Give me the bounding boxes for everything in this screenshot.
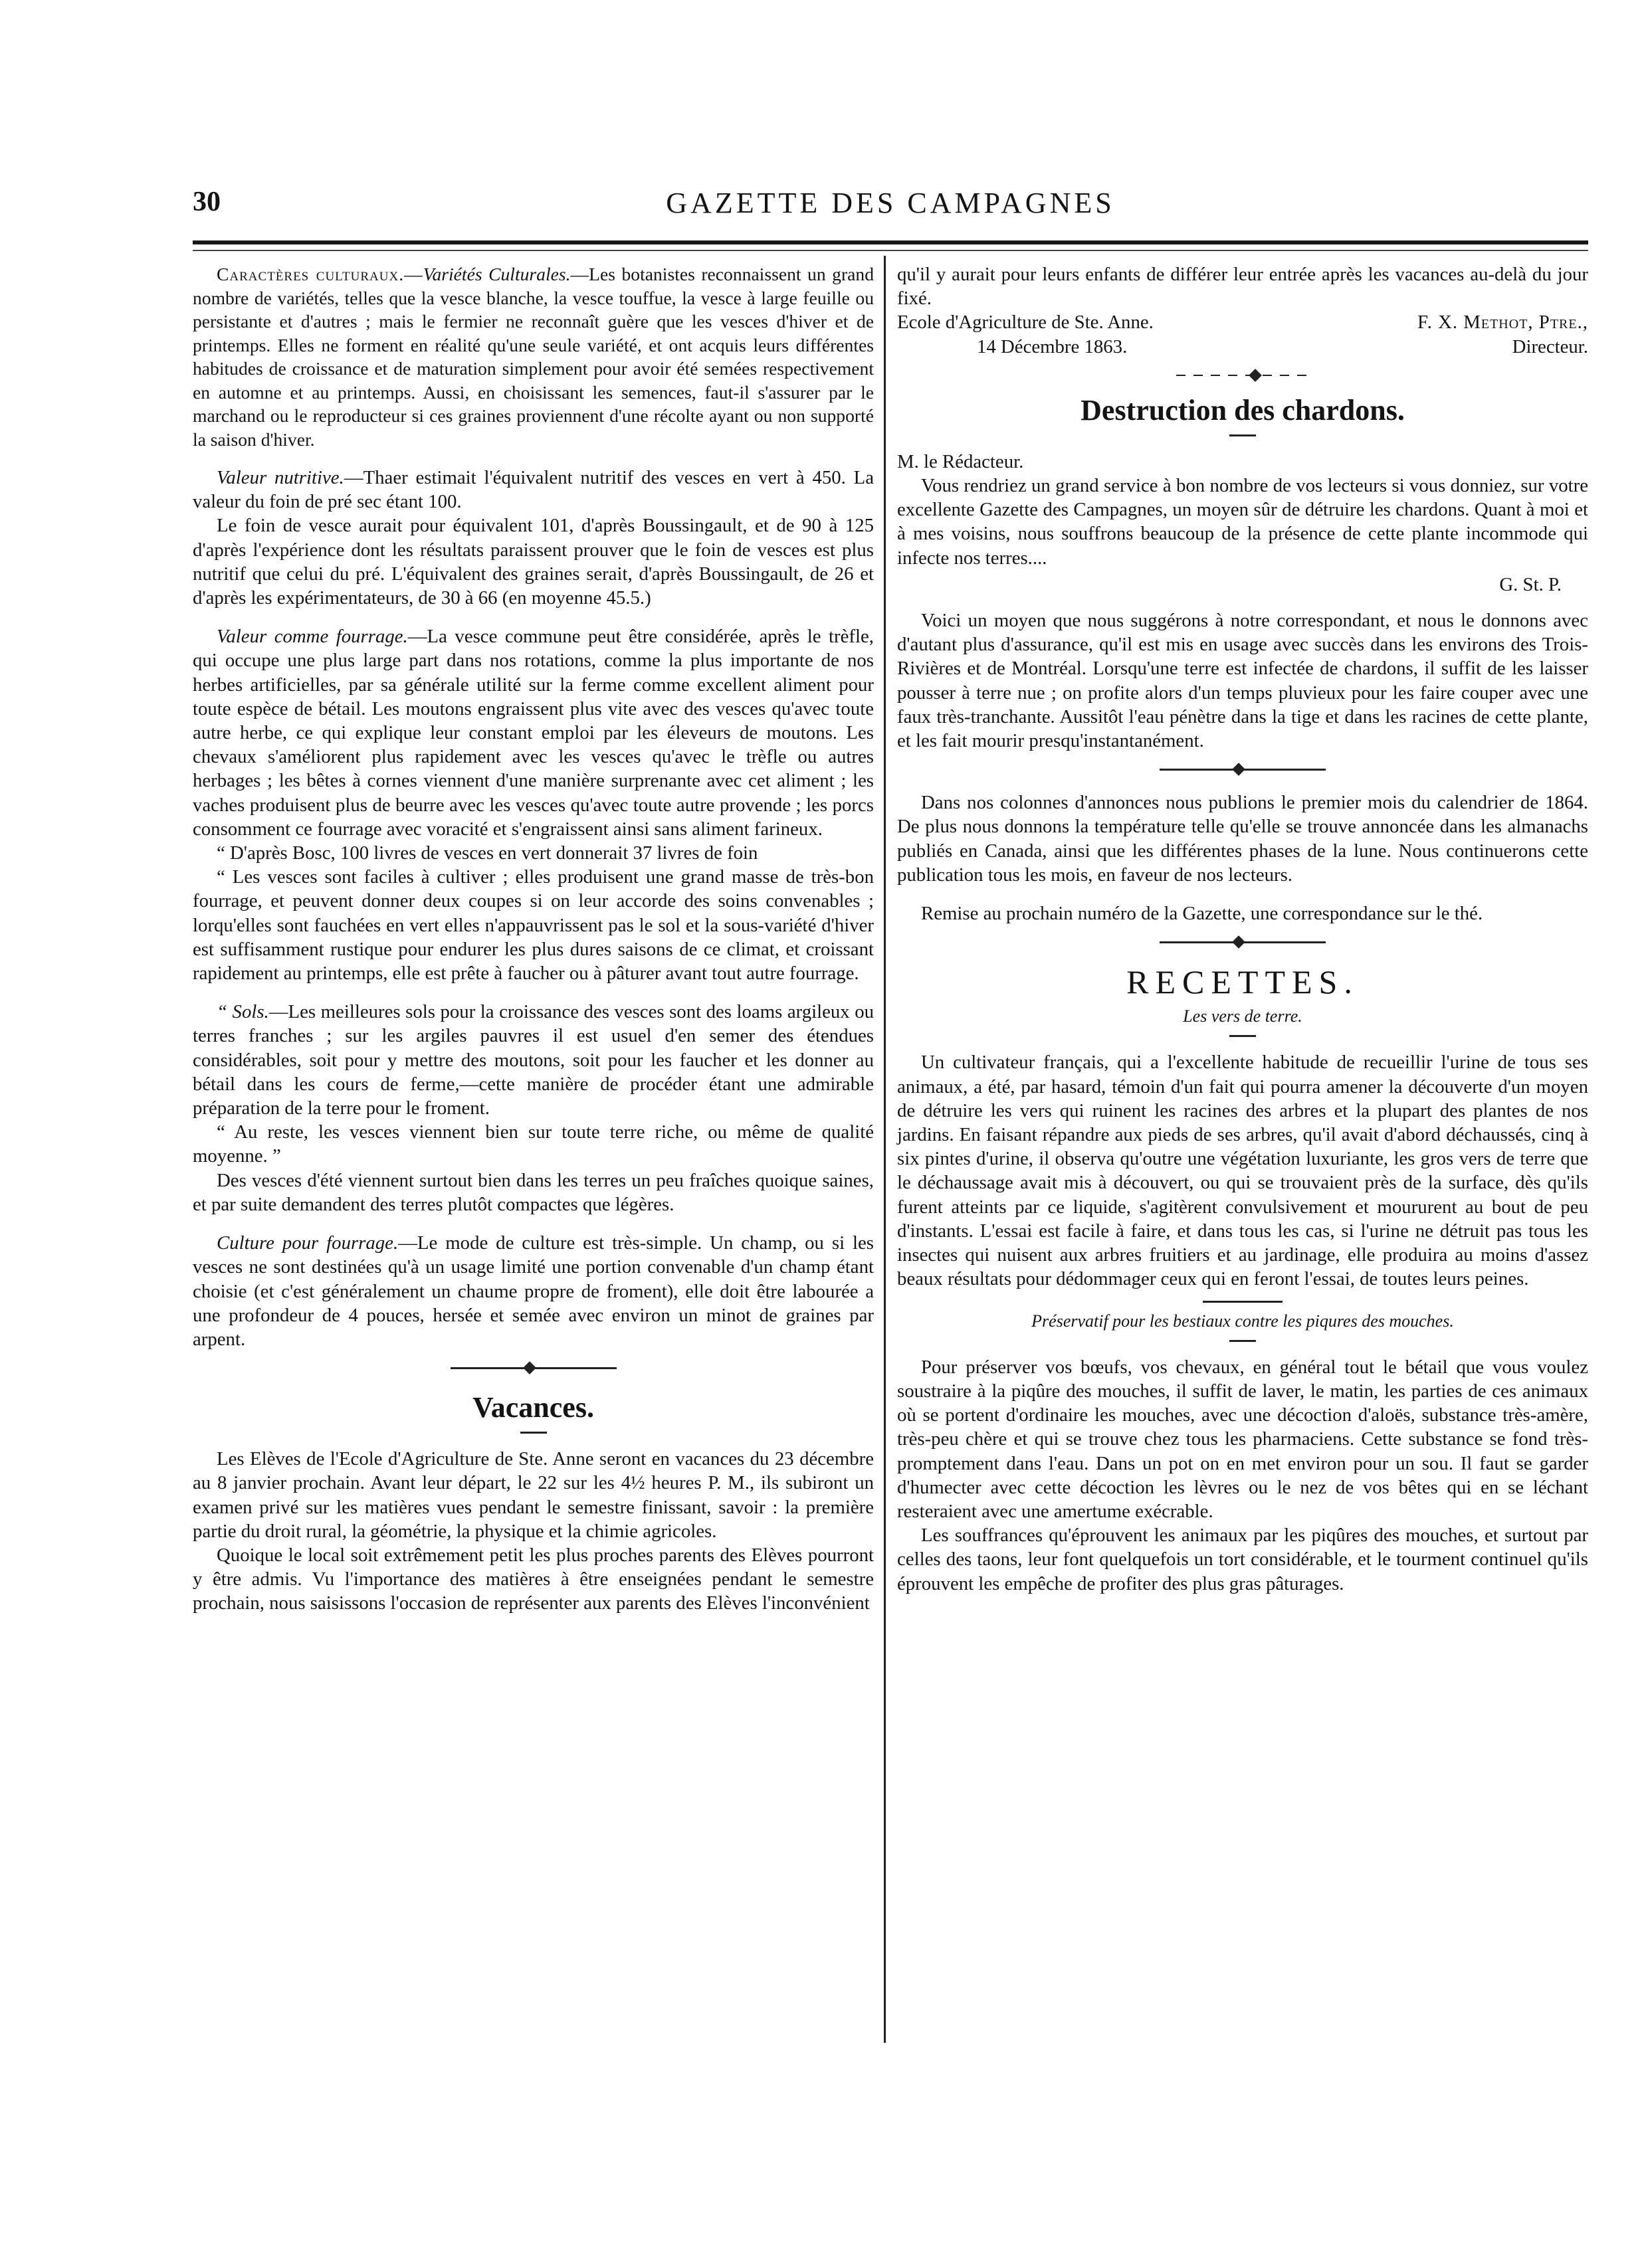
chardons-title: Destruction des chardons. xyxy=(1081,393,1405,426)
vers-title: Les vers de terre. xyxy=(1183,1006,1302,1026)
section-head: Valeur comme fourrage. xyxy=(217,626,408,648)
paragraph-varietes xyxy=(193,262,874,451)
title-rule xyxy=(1229,1035,1256,1037)
recettes-title: RECETTES. xyxy=(1126,963,1359,1001)
column-divider xyxy=(884,256,886,2043)
paragraph-remis: Remise au prochain numéro de la Gazette, une correspondance sur le thé. xyxy=(921,903,1483,925)
paragraph-vesces-ete: Des vesces d'été viennent surtout bien dans les terres un peu fraîches quoique saines, et par suite demandent des terres plutôt compactes que légères. xyxy=(193,1169,874,1215)
paragraph-chardons-letter: Vous rendriez un grand service à bon nombre de vos lecteurs si vous donniez, sur votre excellente Gazette des Campagnes, un moyen sûr de détruire les chardons. Quant à moi et à mes voisins, nous souffrons beaucoup de la présence de cette plante incommode qui infecte nos terres.... xyxy=(897,475,1588,569)
paragraph-annonces: Dans nos colonnes d'annonces nous publions le premier mois du calendrier de 1864. De plus nous donnons la température telle qu'elle se trouve annoncée dans les almanachs publiés en Canada, ainsi que les différentes phases de la lune. Nous continuerons cette publication tous les mois, en faveur de nos lecteurs. xyxy=(897,792,1588,886)
section-head: Caractères culturaux.— xyxy=(217,264,423,284)
page-header xyxy=(193,186,1588,226)
paragraph-text: —Les meilleures sols pour la croissance des vesces sont des loams argileux ou terres franches ; sur les argiles pauvres il est usuel d'en semer des étendues considérables, soit pour y mettre des moutons, soit pour les faucher et les donner au bétail dans les cours de ferme,—cette manière de procéder étant une admirable préparation de la terre pour le froment. xyxy=(193,1001,875,1119)
signer-name: F. X. Methot, Ptre., xyxy=(1417,312,1588,333)
title-rule xyxy=(520,1432,547,1434)
section-ornament xyxy=(1160,769,1326,771)
vacances-title: Vacances. xyxy=(472,1391,594,1424)
paragraph-vacances-2: Quoique le local soit extrêmement petit les plus proches parents des Elèves pourront y être admis. Vu l'importance des matières à être enseignées pendant le semestre prochain, nous saisissons l'occasion de représenter aux parents des Elèves l'inconvénient xyxy=(193,1544,874,1614)
paragraph-text: —Les botanistes reconnaissent un grand nombre de variétés, telles que la vesce blanche, la vesce touffue, la vesce à large feuille ou persistante et d'autres ; mais le fermier ne reconnaît guère que les vesces d'hiver et de printemps. Elles ne forment en réalité qu'une seule variété, et ont acquis leurs différentes habitudes de croissance et de maturation simplement pour avoir été semées respectivement en automne et au printemps. Aussi, en choisissant les semences, faut-il s'assurer par le marchand ou le reproducteur si ces graines proviennent d'une récolte ayant ou non supporté la saison d'hiver. xyxy=(193,264,874,450)
paragraph-vers: Un cultivateur français, qui a l'excellente habitude de recueillir l'urine de tous ses animaux, a été, par hasard, témoin d'un fait qui pourra amener la découverte d'un moyen de détruire les vers qui ruinent les racines des arbres et la plupart des plantes de nos jardins. En faisant répandre aux pieds de ses arbres, qu'il avait d'abord déchaussés, cinq à six pintes d'urine, il observa qu'outre une végétation luxuriante, les gros vers de terre que le déchaussage avait mis à découvert, ou qui se trouvaient près de la surface, dès qu'ils furent atteints par ce liquide, s'agitèrent convulsivement et moururent au bout de peu d'instants. L'essai est facile à faire, et dans tous les cas, si l'urine ne détruit pas tous les insectes qui nuisent aux arbres fruitiers et au jardinage, elle produira au moins d'assez beaux résultats pour dédommager ceux qui en feront l'essai, de toutes leurs peines. xyxy=(897,1052,1588,1290)
section-head: “ Sols. xyxy=(217,1001,269,1023)
letter-date: 14 Décembre 1863. xyxy=(977,335,1128,357)
paragraph-bosc: “ D'après Bosc, 100 livres de vesces en vert donnerait 37 livres de foin xyxy=(217,842,758,864)
paragraph-continuation: qu'il y aurait pour leurs enfants de différer leur entrée après les vacances au-delà du jour fixé. xyxy=(897,264,1588,310)
paragraph-text: —La vesce commune peut être considérée, après le trèfle, qui occupe une plus large part dans nos rotations, comme la plus importante de nos herbes artificielles, par sa générale utilité sur la ferme comme excellent aliment pour toute espèce de bétail. Les moutons engraissent plus vite avec des vesces qu'avec toute autre herbe, ce qui explique leur constant emploi par les éleveurs de moutons. Les chevaux s'améliorent plus rapidement avec les vesces qu'avec le trèfle ou autres herbages ; les bêtes à cornes viennent d'une manière surprenante avec cet aliment ; les vaches produisent plus de beurre avec les vesces qu'avec toute autre provende ; les porcs consomment ce fourrage avec voracité et s'engraissent ainsi sans aliment farineux. xyxy=(193,626,874,840)
paragraph-text: —Thaer estimait l'équivalent nutritif des vesces en vert à 450. La valeur du foin de pré sec étant 100. xyxy=(193,467,875,513)
title-rule xyxy=(1229,1340,1256,1342)
journal-title: GAZETTE DES CAMPAGNES xyxy=(666,187,1115,219)
paragraph-quote-culture: “ Les vesces sont faciles à cultiver ; elles produisent une grand masse de très-bon fourrage, et peuvent donner deux coupes si on leur accorde des soins convenables ; lorqu'elles sont fauchées en vert elles n'appauvrissent pas le sol et la sous-variété d'hiver est suffisamment rustique pour endurer les plus dures saisons de ce climat, et croissant rapidement au printemps, elle est prête à faucher ou à pâturer avant tout autre fourrage. xyxy=(193,866,874,985)
paragraph-valeur-nutritive xyxy=(193,466,874,514)
salutation: M. le Rédacteur. xyxy=(897,450,1024,472)
section-rule xyxy=(1203,1301,1283,1303)
school-signature xyxy=(897,310,1588,334)
header-rule xyxy=(193,240,1588,244)
paragraph-culture-fourrage xyxy=(193,1231,874,1351)
paragraph-text: —Le mode de culture est très-simple. Un champ, ou si les vesces ne sont destinées qu'à un usage limité une portion convenable d'un champ étant choisie (et c'est généralement un chaume propre de froment), elle doit être labourée a une profondeur de 4 pouces, hersée et semée avec environ un minot de graines par arpent. xyxy=(193,1232,874,1350)
signer-role: Directeur. xyxy=(1512,335,1588,357)
paragraph-souffrances: Les souffrances qu'éprouvent les animaux par les piqûres des mouches, et surtout par celles des taons, leur font quelquefois un tort considérable, et le tourment continuel qu'ils éprouvent les empêche de profiter des plus gras pâturages. xyxy=(897,1525,1588,1594)
title-rule xyxy=(1229,434,1256,436)
section-head: Culture pour fourrage. xyxy=(217,1232,399,1254)
page-number: 30 xyxy=(193,187,221,217)
school-name: Ecole d'Agriculture de Ste. Anne. xyxy=(897,312,1154,333)
preservatif-title: Préservatif pour les bestiaux contre les piqures des mouches. xyxy=(1031,1311,1454,1331)
paragraph-chardons-response: Voici un moyen que nous suggérons à notre correspondant, et nous le donnons avec d'autant plus d'assurance, qu'il est mis en usage avec succès dans les environs des Trois-Rivières et de Montréal. Lorsqu'une terre est infectée de chardons, il suffit de les laisser pousser à terre nue ; on profite alors d'un temps pluvieux pour les faire couper avec une faux très-tranchante. Aussitôt l'eau pénètre dans la tige et dans les racines de cette plante, et les fait mourir presqu'instantanément. xyxy=(897,610,1588,752)
right-column xyxy=(897,262,1588,1596)
left-column xyxy=(193,262,874,1616)
paragraph-foin: Le foin de vesce aurait pour équivalent 101, d'après Boussingault, et de 90 à 125 d'après l'expérience dont les résultats paraissent prouver que le foin de vesces est plus nutritif que celui du pré. L'équivalent des graines serait, d'après Boussingault, de 26 et d'après les expérimentateurs, de 30 à 66 (en moyenne 45.5.) xyxy=(193,515,874,609)
paragraph-valeur-fourrage xyxy=(193,624,874,841)
section-head: Valeur nutritive. xyxy=(217,467,344,488)
section-subhead: Variétés Culturales. xyxy=(423,264,571,284)
letter-signature: G. St. P. xyxy=(1499,573,1562,595)
paragraph-vacances: Les Elèves de l'Ecole d'Agriculture de Ste. Anne seront en vacances du 23 décembre au 8 janvier prochain. Avant leur départ, le 22 sur les 4½ heures P. M., ils subiront un examen privé sur les matières vues pendant le semestre finissant, savoir : la première partie du droit rural, la géométrie, la physique et la chimie agricoles. xyxy=(193,1448,874,1542)
dashed-separator xyxy=(1176,375,1309,376)
paragraph-preservatif: Pour préserver vos bœufs, vos chevaux, en général tout le bétail que vous voulez soustraire à la piqûre des mouches, il suffit de laver, le matin, les parties de ces animaux où se portent d'ordinaire les mouches, avec une décoction d'aloës, substance très-amère, très-peu chère et qui se trouve chez tous les pharmaciens. Cette substance se fond très-promptement dans l'eau. Dans un pot on en met environ pour un sou. Il faut se garder d'humecter avec cette décoction les lèvres ou le nez de vos bêtes qui en se léchant resteraient avec une amertume exécrable. xyxy=(897,1356,1588,1522)
header-rule-thin xyxy=(193,250,1588,251)
section-ornament xyxy=(451,1367,617,1369)
paragraph-au-reste: “ Au reste, les vesces viennent bien sur toute terre riche, ou même de qualité moyenne. ” xyxy=(193,1121,874,1167)
section-ornament xyxy=(1160,941,1326,943)
date-line xyxy=(897,335,1588,359)
paragraph-sols xyxy=(193,1000,874,1120)
